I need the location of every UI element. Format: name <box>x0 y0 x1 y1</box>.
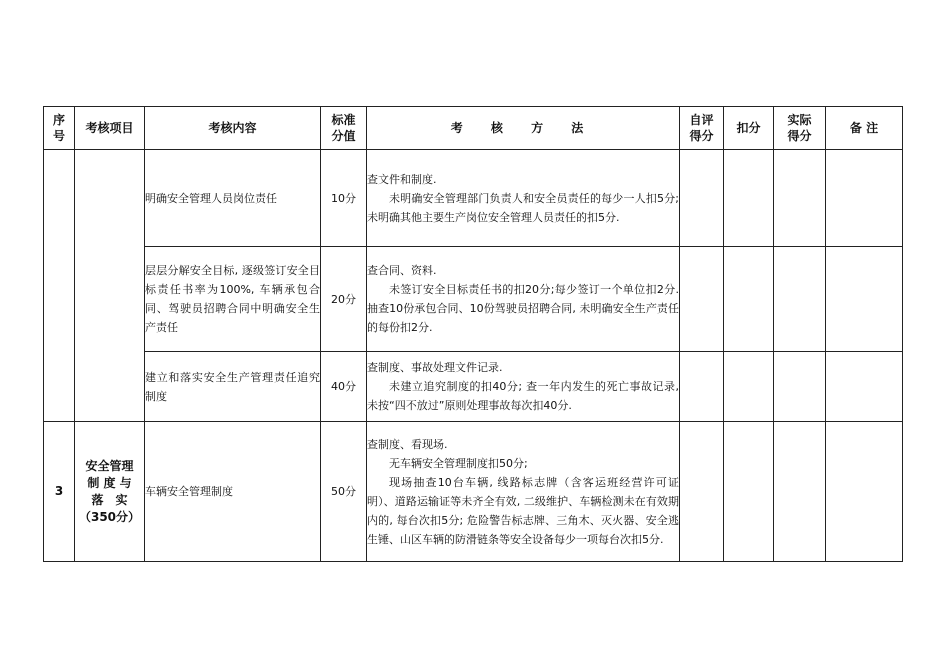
actual-score-cell <box>774 422 826 562</box>
actual-score-cell <box>774 150 826 247</box>
table-row <box>44 352 903 422</box>
item-cell <box>75 150 145 422</box>
content-cell: 层层分解安全目标, 逐级签订安全目标责任书率为100%, 车辆承包合同、驾驶员招聘合同中明确安全生产责任 <box>145 247 321 352</box>
header-deduct: 扣分 <box>724 107 774 150</box>
seq-cell: 3 <box>44 422 75 562</box>
content-cell: 车辆安全管理制度 <box>145 422 321 562</box>
header-item: 考核项目 <box>75 107 145 150</box>
header-score: 标准 分值 <box>321 107 367 150</box>
remark-cell <box>826 352 903 422</box>
self-score-cell <box>680 247 724 352</box>
score-cell: 20分 <box>321 247 367 352</box>
seq-cell <box>44 150 75 422</box>
deduct-cell <box>724 352 774 422</box>
table-row <box>44 422 903 562</box>
self-score-cell <box>680 150 724 247</box>
content-cell: 明确安全管理人员岗位责任 <box>145 150 321 247</box>
deduct-cell <box>724 422 774 562</box>
deduct-cell <box>724 247 774 352</box>
content-cell: 建立和落实安全生产管理责任追究制度 <box>145 352 321 422</box>
table-row <box>44 150 903 247</box>
header-content: 考核内容 <box>145 107 321 150</box>
self-score-cell <box>680 422 724 562</box>
score-cell: 40分 <box>321 352 367 422</box>
self-score-cell <box>680 352 724 422</box>
method-cell: 查合同、资料. 未签订安全目标责任书的扣20分;每少签订一个单位扣2分.抽查10份承包合同、10份驾驶员招聘合同, 未明确安全生产责任的每份扣2分. <box>367 247 680 352</box>
remark-cell <box>826 247 903 352</box>
score-cell: 50分 <box>321 422 367 562</box>
method-cell: 查制度、事故处理文件记录. 未建立追究制度的扣40分; 查一年内发生的死亡事故记录, 未按“四不放过”原则处理事故每次扣40分. <box>367 352 680 422</box>
header-self-score: 自评 得分 <box>680 107 724 150</box>
method-cell: 查制度、看现场. 无车辆安全管理制度扣50分; 现场抽查10台车辆, 线路标志牌（含客运班经营许可证明）、道路运输证等未齐全有效, 二级维护、车辆检测未在有效期内的, 每台次扣5分; 危险警告标志牌、三角木、灭火器、安全逃生锤、山区车辆的防滑链条等安全设备每少一项每台次扣5分. <box>367 422 680 562</box>
assessment-table <box>43 106 903 562</box>
deduct-cell <box>724 150 774 247</box>
remark-cell <box>826 150 903 247</box>
header-method: 考 核 方 法 <box>367 107 680 150</box>
remark-cell <box>826 422 903 562</box>
header-remark: 备 注 <box>826 107 903 150</box>
header-actual-score: 实际 得分 <box>774 107 826 150</box>
table-row <box>44 247 903 352</box>
header-seq: 序 号 <box>44 107 75 150</box>
score-cell: 10分 <box>321 150 367 247</box>
method-cell: 查文件和制度. 未明确安全管理部门负责人和安全员责任的每少一人扣5分; 未明确其他主要生产岗位安全管理人员责任的扣5分. <box>367 150 680 247</box>
actual-score-cell <box>774 247 826 352</box>
header-row <box>44 107 903 150</box>
item-cell: 安全管理 制 度 与 落 实 （350分） <box>75 422 145 562</box>
actual-score-cell <box>774 352 826 422</box>
